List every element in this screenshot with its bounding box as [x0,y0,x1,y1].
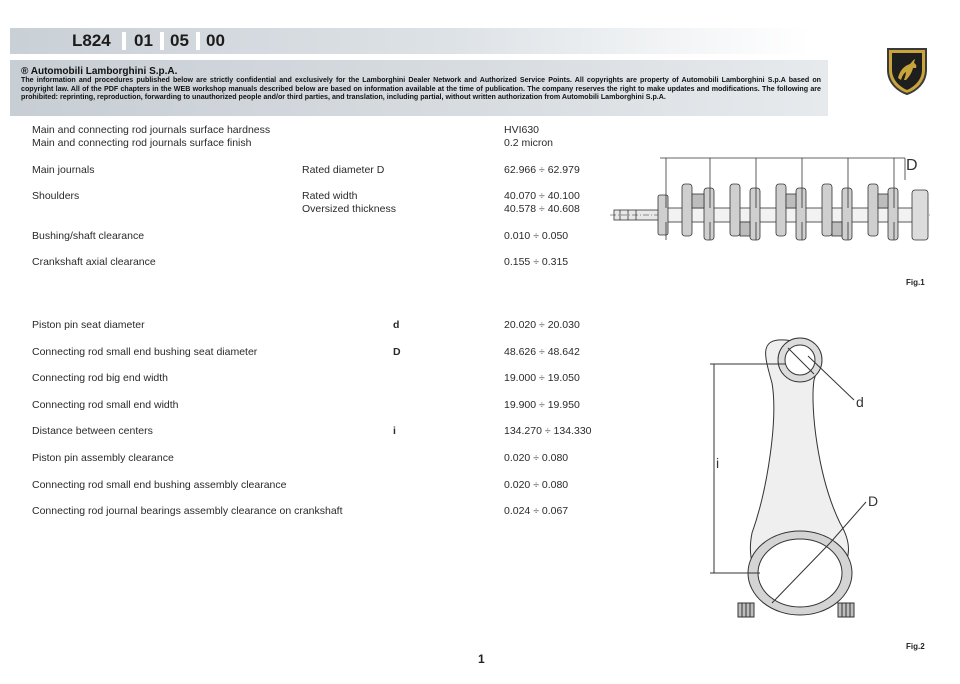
spec-value: 0.024 ÷ 0.067 [504,505,569,517]
fig2-callout-i: i [716,455,720,471]
spec-param: Rated diameter D [302,164,385,176]
fig1-callout-D: D [906,157,918,174]
spec-value: 19.000 ÷ 19.050 [504,372,580,384]
spec-name: Bushing/shaft clearance [32,230,145,242]
code-separator [122,32,126,50]
fig2-label: Fig.2 [906,642,925,651]
spec-param: Oversized thickness [302,203,396,215]
spec-param: D [393,346,401,358]
spec-value: HVI630 [504,124,540,136]
spec-name: Distance between centers [32,425,153,437]
spec-value: 134.270 ÷ 134.330 [504,425,592,437]
document-code-bar [10,28,810,54]
spec-value: 0.2 micron [504,137,554,149]
spec-name: Connecting rod small end bushing assembly clearance [32,479,287,491]
spec-name: Main and connecting rod journals surface hardness [32,124,271,136]
spec-param: i [393,425,396,437]
code-section: 00 [206,31,225,50]
spec-value: 20.020 ÷ 20.030 [504,319,580,331]
code-separator [160,32,164,50]
spec-name: Main journals [32,164,95,176]
spec-param: d [393,319,400,331]
spec-value: 40.070 ÷ 40.100 [504,190,580,202]
spec-name: Crankshaft axial clearance [32,256,156,268]
spec-name: Shoulders [32,190,80,202]
connecting-rod-drawing [690,328,890,628]
copyright-title: ® Automobili Lamborghini S.p.A. [21,66,178,77]
spec-value: 62.966 ÷ 62.979 [504,164,580,176]
crankshaft-drawing [600,150,930,282]
page-number: 1 [478,652,485,666]
fig1-label: Fig.1 [906,278,925,287]
spec-value: 0.020 ÷ 0.080 [504,479,569,491]
spec-name: Piston pin seat diameter [32,319,145,331]
copyright-text: The information and procedures published below are strictly confidential and exclusively for the Lamborghini Dealer Network and Authorized Service Points. All copyrights are property of Automobili Lamborghini S.p.A based on copyright law. All of the PDF chapters in the WEB workshop manuals described below are based on information available at the time of publication. The company reserves the right to make updates and modifications. The following are prohibited: reprinting, reproduction, forwarding to unauthorized people and/or third parties, and translation, including partial, without written authorization from Automobili Lamborghini S.p.A. [21,76,821,102]
lamborghini-logo [884,46,930,96]
spec-value: 19.900 ÷ 19.950 [504,399,580,411]
code-subgroup: 05 [170,31,189,50]
fig2-callout-d: d [856,394,864,410]
spec-value: 0.010 ÷ 0.050 [504,230,569,242]
code-model: L824 [72,31,111,50]
spec-value: 0.155 ÷ 0.315 [504,256,569,268]
code-separator [196,32,200,50]
spec-name: Connecting rod small end width [32,399,179,411]
spec-name: Connecting rod journal bearings assembly clearance on crankshaft [32,505,343,517]
spec-value: 0.020 ÷ 0.080 [504,452,569,464]
fig2-callout-D: D [868,493,879,509]
spec-value: 48.626 ÷ 48.642 [504,346,580,358]
code-group: 01 [134,31,153,50]
spec-name: Piston pin assembly clearance [32,452,174,464]
spec-name: Main and connecting rod journals surface finish [32,137,252,149]
spec-name: Connecting rod big end width [32,372,169,384]
spec-name: Connecting rod small end bushing seat diameter [32,346,258,358]
spec-param: Rated width [302,190,358,202]
spec-value: 40.578 ÷ 40.608 [504,203,580,215]
